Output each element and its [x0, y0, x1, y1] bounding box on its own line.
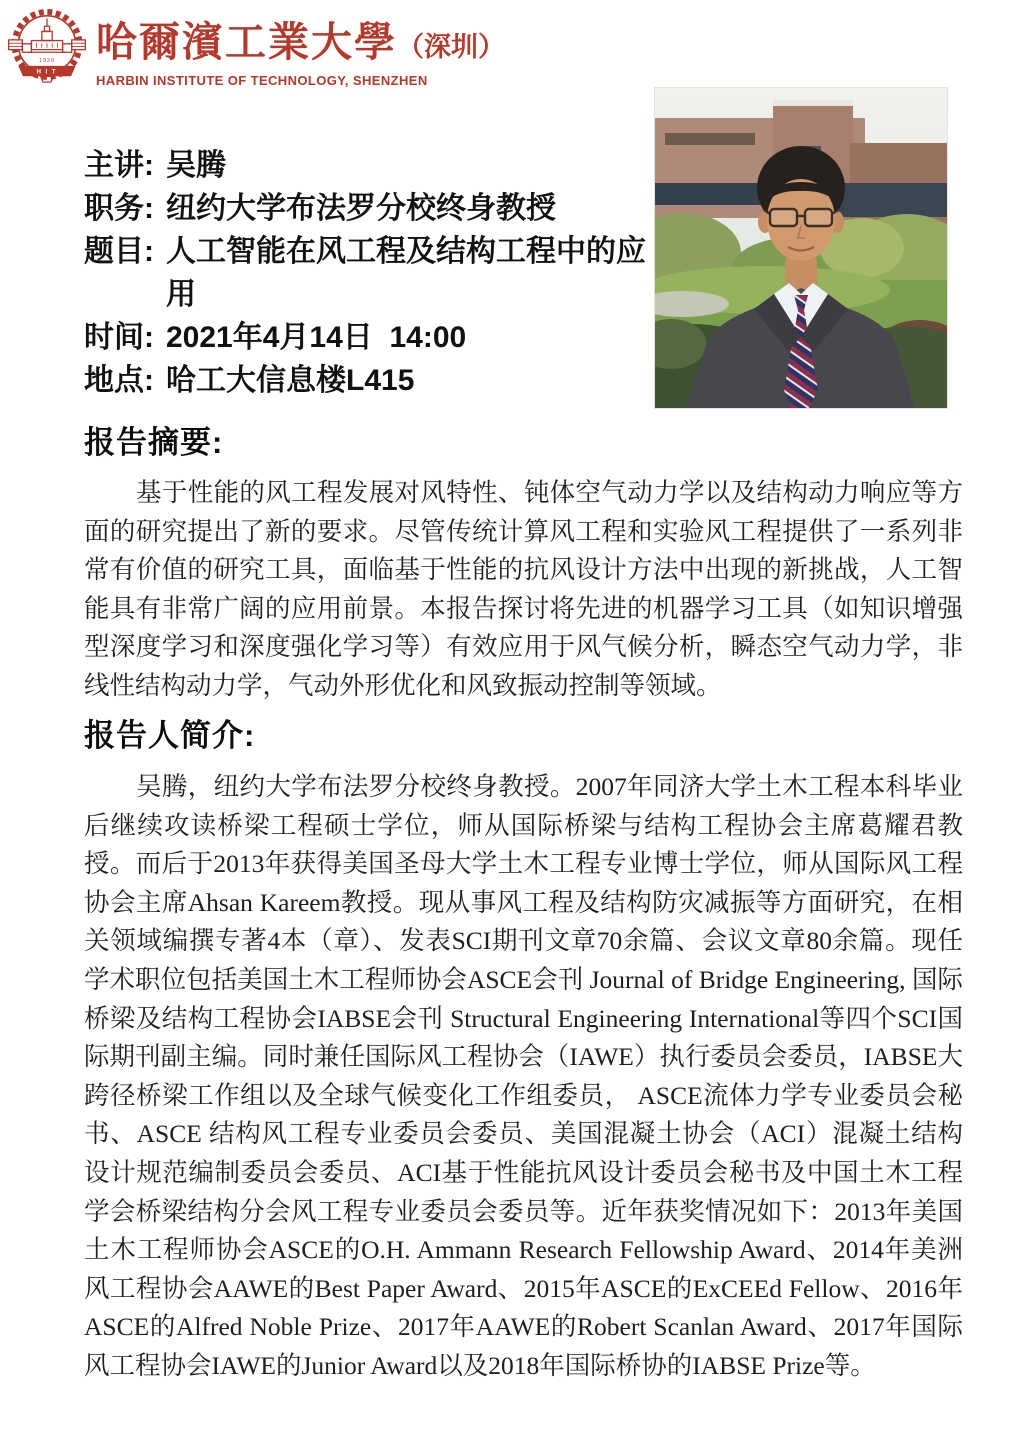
- svg-text:HIT: HIT: [36, 68, 61, 76]
- svg-text:1920: 1920: [38, 58, 56, 64]
- university-header: [8, 8, 505, 90]
- hit-gear-logo-icon: [8, 8, 86, 90]
- info-label-topic: 题目:: [84, 235, 154, 268]
- abstract-section-heading: 报告摘要:: [84, 425, 224, 460]
- info-value-location: 哈工大信息楼L415: [166, 364, 415, 397]
- speaker-photo: [655, 88, 947, 408]
- university-title-block: [96, 8, 505, 88]
- bio-section-heading: 报告人简介:: [84, 718, 256, 753]
- info-label-position: 职务:: [84, 192, 154, 225]
- university-name-cn-main: 哈爾濱工業大學: [96, 19, 397, 65]
- info-row-speaker: [84, 144, 664, 187]
- info-value-position: 纽约大学布法罗分校终身教授: [166, 192, 556, 225]
- info-row-topic: [84, 230, 664, 316]
- bio-paragraph: 吴腾，纽约大学布法罗分校终身教授。2007年同济大学土木工程本科毕业后继续攻读桥梁工程硕士学位，师从国际桥梁与结构工程协会主席葛耀君教授。而后于2013年获得美国圣母大学土木工程专业博士学位，师从国际风工程协会主席Ahsan Kareem教授。现从事风工程及结构防灾减振等方面研究，在相关领域编撰专著4本（章）、发表SCI期刊文章70余篇、会议文章80余篇。现任学术职位包括美国土木工程师协会ASCE会刊 Journal of Bridge Engineering, 国际桥梁及结构工程协会IABSE会刊 Structural Engineering International等四个SCI国际期刊副主编。同时兼任国际风工程协会（IAWE）执行委员会委员，IABSE大跨径桥梁工作组以及全球气候变化工作组委员， ASCE流体力学专业委员会秘书、ASCE 结构风工程专业委员会委员、美国混凝土协会（ACI）混凝土结构设计规范编制委员会委员、ACI基于性能抗风设计委员会秘书及中国土木工程学会桥梁结构分会风工程专业委员会委员等。近年获奖情况如下：2013年美国土木工程师协会ASCE的O.H. Ammann Research Fellowship Award、2014年美洲风工程协会AAWE的Best Paper Award、2015年ASCE的ExCEEd Fellow、2016年ASCE的Alfred Noble Prize、2017年AAWE的Robert Scanlan Award、2017年国际风工程协会IAWE的Junior Award以及2018年国际桥协的IABSE Prize等。: [84, 772, 963, 1380]
- info-row-time: [84, 316, 664, 359]
- info-value-time: 2021年4月14日 14:00: [166, 321, 467, 354]
- university-name-cn: [96, 20, 505, 69]
- info-label-location: 地点:: [84, 364, 154, 397]
- info-label-speaker: 主讲:: [84, 149, 154, 182]
- info-value-topic: 人工智能在风工程及结构工程中的应用: [166, 235, 646, 311]
- abstract-paragraph: 基于性能的风工程发展对风特性、钝体空气动力学以及结构动力响应等方面的研究提出了新的要求。尽管传统计算风工程和实验风工程提供了一系列非常有价值的研究工具，面临基于性能的抗风设计方法中出现的新挑战，人工智能具有非常广阔的应用前景。本报告探讨将先进的机器学习工具（如知识增强型深度学习和深度强化学习等）有效应用于风气候分析，瞬态空气动力学，非线性结构动力学，气动外形优化和风致振动控制等领域。: [84, 478, 963, 700]
- university-name-en: HARBIN INSTITUTE OF TECHNOLOGY, SHENZHEN: [96, 73, 428, 88]
- university-name-cn-suffix: （深圳）: [397, 32, 505, 62]
- info-label-time: 时间:: [84, 321, 154, 354]
- speaker-portrait-image: [655, 88, 947, 408]
- info-row-position: [84, 187, 664, 230]
- seminar-info-block: [84, 144, 664, 402]
- info-value-speaker: 吴腾: [166, 149, 226, 182]
- info-row-location: [84, 359, 664, 402]
